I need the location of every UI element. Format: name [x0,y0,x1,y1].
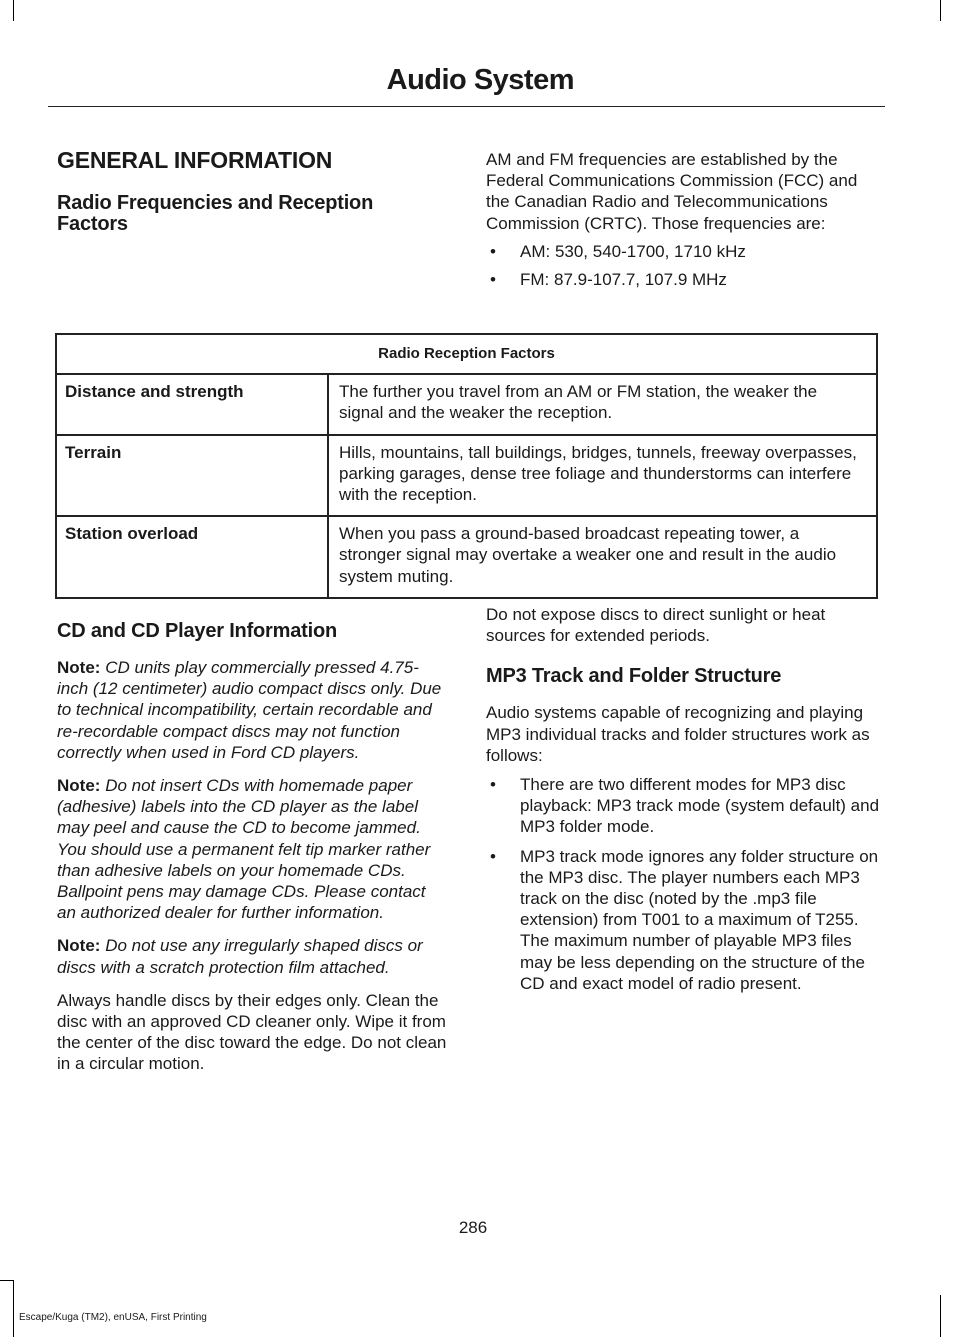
subheading-radio-frequencies: Radio Frequencies and Reception Factors [57,192,374,235]
table-title: Radio Reception Factors [56,334,877,374]
factor-cell: Terrain [56,435,328,517]
frequencies-text [486,149,880,290]
header-divider [48,106,885,107]
frequencies-intro: AM and FM frequencies are established by the Federal Communications Commission (FCC) and the Canadian Radio and Telecommunications Commission (CRTC). Those frequencies are: [486,150,858,233]
note-label: Note: [57,936,101,956]
note-paragraph: Note: Do not use any irregularly shaped discs or discs with a scratch protection film attached. [57,936,423,977]
list-item: • There are two different modes for MP3 disc playback: MP3 track mode (system default) and MP3 folder mode. [490,775,880,837]
general-info-section [57,146,447,235]
list-item: • AM: 530, 540-1700, 1710 kHz [490,241,746,261]
note-paragraph: Note: Do not insert CDs with homemade paper (adhesive) labels into the CD player as the label may peel and cause the CD to become jammed. You should use a permanent felt tip marker rather than adhesive labels on your homemade CDs. Ballpoint pens may damage CDs. Please contact an authorized dealer for further information. [57,776,431,923]
mp3-intro: Audio systems capable of recognizing and playing MP3 individual tracks and folder structures work as follows: [486,703,870,765]
bullet-glyph: • [490,270,496,290]
cd-info-section [57,621,447,1075]
table-row [56,435,877,517]
mp3-section [486,604,880,994]
description-cell: When you pass a ground-based broadcast repeating tower, a stronger signal may overtake a weaker one and result in the audio system muting. [328,516,877,598]
crop-mark-top-left [13,0,14,21]
subheading-cd-info: CD and CD Player Information [57,620,337,642]
page-number: 286 [458,1218,488,1237]
subheading-mp3-structure: MP3 Track and Folder Structure [486,665,782,688]
factor-cell: Distance and strength [56,374,328,434]
table-row [56,374,877,434]
crop-mark-bottom-right [940,1295,941,1337]
list-item: • MP3 track mode ignores any folder structure on the MP3 disc. The player numbers each MP3 track on the disc (noted by the .mp3 file extension) from T001 to a maximum of T255. The maximum number of playable MP3 files may be less depending on the structure of the CD and exact model of radio present. [490,846,879,993]
crop-mark-top-right [940,0,941,21]
crop-mark-bottom-left-h [0,1280,14,1281]
description-cell: Hills, mountains, tall buildings, bridges, tunnels, freeway overpasses, parking garages, dense tree foliage and thunderstorms can interfere with the reception. [328,435,877,517]
bullet-glyph: • [490,775,496,795]
note-label: Note: [57,776,101,796]
disc-exposure-text: Do not expose discs to direct sunlight or heat sources for extended periods. [486,605,826,646]
disc-handling-text: Always handle discs by their edges only. Clean the disc with an approved CD cleaner only. Wipe it from the center of the disc toward the edge. Do not clean in a circular motion. [57,990,447,1074]
section-heading-general: GENERAL INFORMATION [57,147,333,173]
description-cell: The further you travel from an AM or FM station, the weaker the signal and the weaker the reception. [328,374,877,434]
bullet-glyph: • [490,241,496,261]
mp3-list [486,774,880,994]
factor-cell: Station overload [56,516,328,598]
note-paragraph: Note: CD units play commercially pressed 4.75-inch (12 centimeter) audio compact discs only. Due to technical incompatibility, certain recordable and re-recordable compact discs may not function correctly when used in Ford CD players. [57,658,442,762]
page-header-title: Audio System [386,64,574,96]
footer-edition: Escape/Kuga (TM2), enUSA, First Printing [19,1312,207,1323]
crop-mark-bottom-left [13,1280,14,1337]
list-item: • FM: 87.9-107.7, 107.9 MHz [490,270,727,290]
table-row [56,516,877,598]
frequency-list [486,241,880,290]
radio-reception-factors-table [55,333,878,599]
note-label: Note: [57,658,101,677]
bullet-glyph: • [490,846,496,866]
